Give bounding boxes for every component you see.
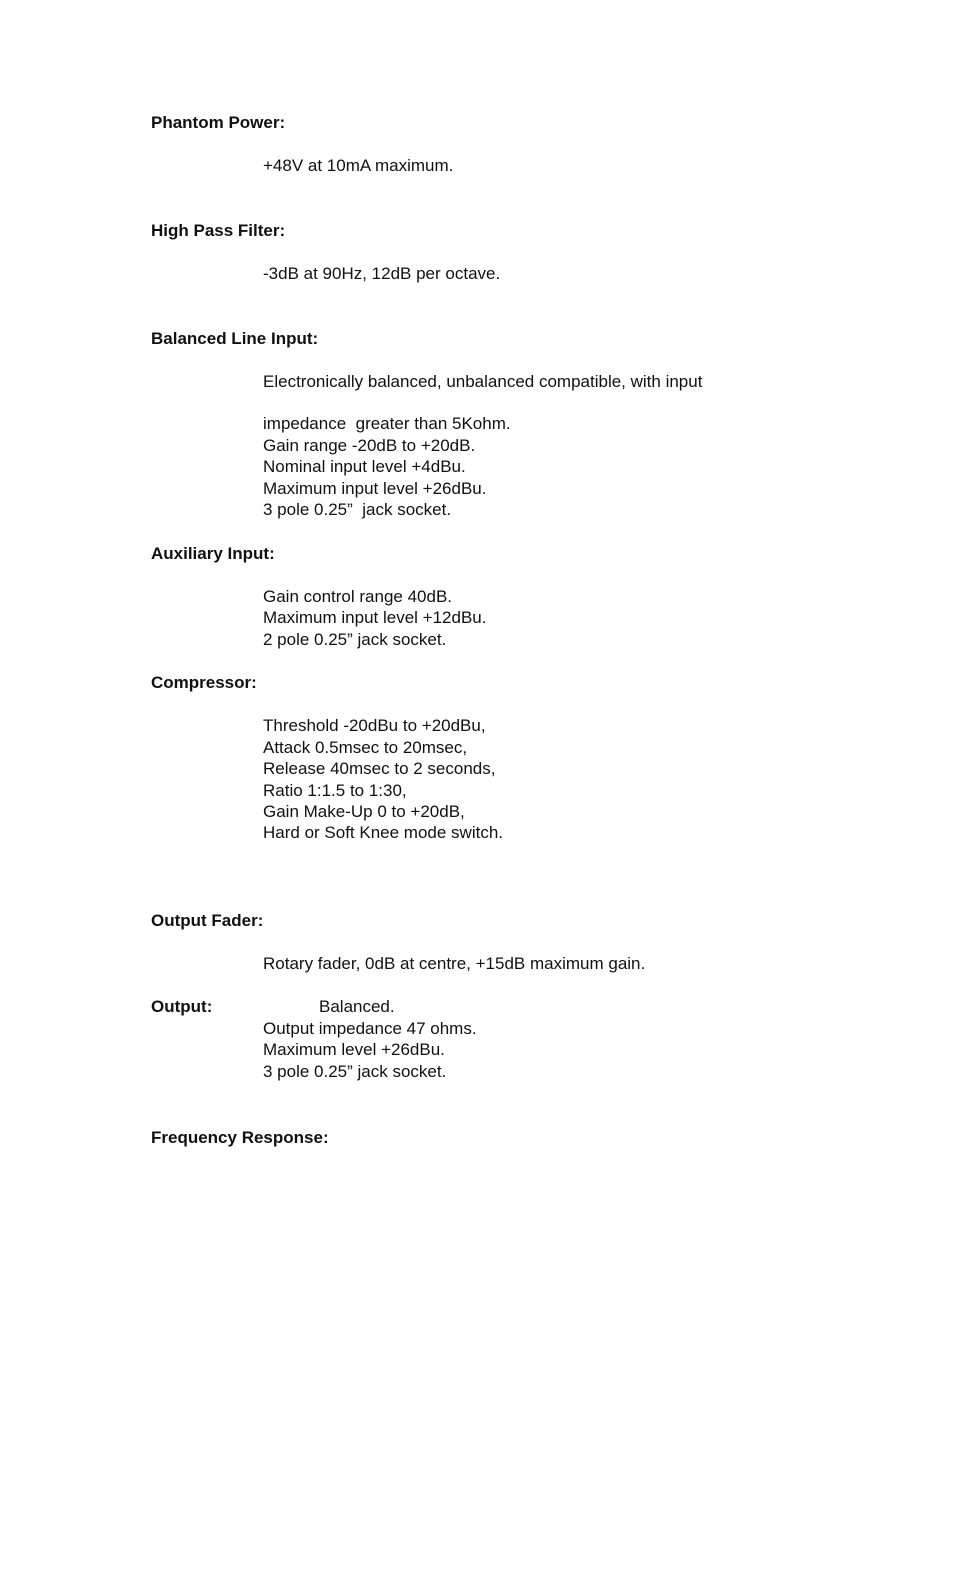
output-heading: Output:	[151, 997, 213, 1016]
output-fader-heading: Output Fader:	[151, 911, 264, 930]
balanced-line-input-spec-line: impedance greater than 5Kohm.	[263, 414, 511, 433]
auxiliary-input-heading: Auxiliary Input:	[151, 544, 275, 563]
balanced-line-input-spec-line: Nominal input level +4dBu.	[263, 457, 466, 476]
balanced-line-input-spec-line: Electronically balanced, unbalanced compatible, with input	[263, 372, 703, 391]
balanced-line-input-heading: Balanced Line Input:	[151, 329, 319, 348]
compressor-spec-line: Ratio 1:1.5 to 1:30,	[263, 781, 407, 800]
output-spec-line: 3 pole 0.25” jack socket.	[263, 1062, 447, 1081]
balanced-line-input-spec-line: Maximum input level +26dBu.	[263, 479, 487, 498]
output-spec-line: Maximum level +26dBu.	[263, 1040, 445, 1059]
compressor-spec-line: Hard or Soft Knee mode switch.	[263, 823, 504, 842]
compressor-spec-line: Threshold -20dBu to +20dBu,	[263, 716, 486, 735]
compressor-heading: Compressor:	[151, 673, 257, 692]
compressor-spec-line: Release 40msec to 2 seconds,	[263, 759, 496, 778]
output-type-value: Balanced.	[319, 997, 395, 1016]
output-spec-line: Output impedance 47 ohms.	[263, 1019, 477, 1038]
compressor-spec-line: Gain Make-Up 0 to +20dB,	[263, 802, 465, 821]
auxiliary-input-spec-line: Gain control range 40dB.	[263, 587, 453, 606]
compressor-spec-line: Attack 0.5msec to 20msec,	[263, 738, 468, 757]
balanced-line-input-spec-line: Gain range -20dB to +20dB.	[263, 436, 476, 455]
phantom-power-spec: +48V at 10mA maximum.	[263, 156, 454, 175]
auxiliary-input-spec-line: Maximum input level +12dBu.	[263, 608, 487, 627]
frequency-response-heading: Frequency Response:	[151, 1128, 329, 1147]
balanced-line-input-spec-line: 3 pole 0.25” jack socket.	[263, 500, 452, 519]
phantom-power-heading: Phantom Power:	[151, 113, 286, 132]
output-fader-spec: Rotary fader, 0dB at centre, +15dB maximum gain.	[263, 954, 646, 973]
auxiliary-input-spec-line: 2 pole 0.25” jack socket.	[263, 630, 447, 649]
high-pass-filter-spec: -3dB at 90Hz, 12dB per octave.	[263, 264, 501, 283]
high-pass-filter-heading: High Pass Filter:	[151, 221, 286, 240]
